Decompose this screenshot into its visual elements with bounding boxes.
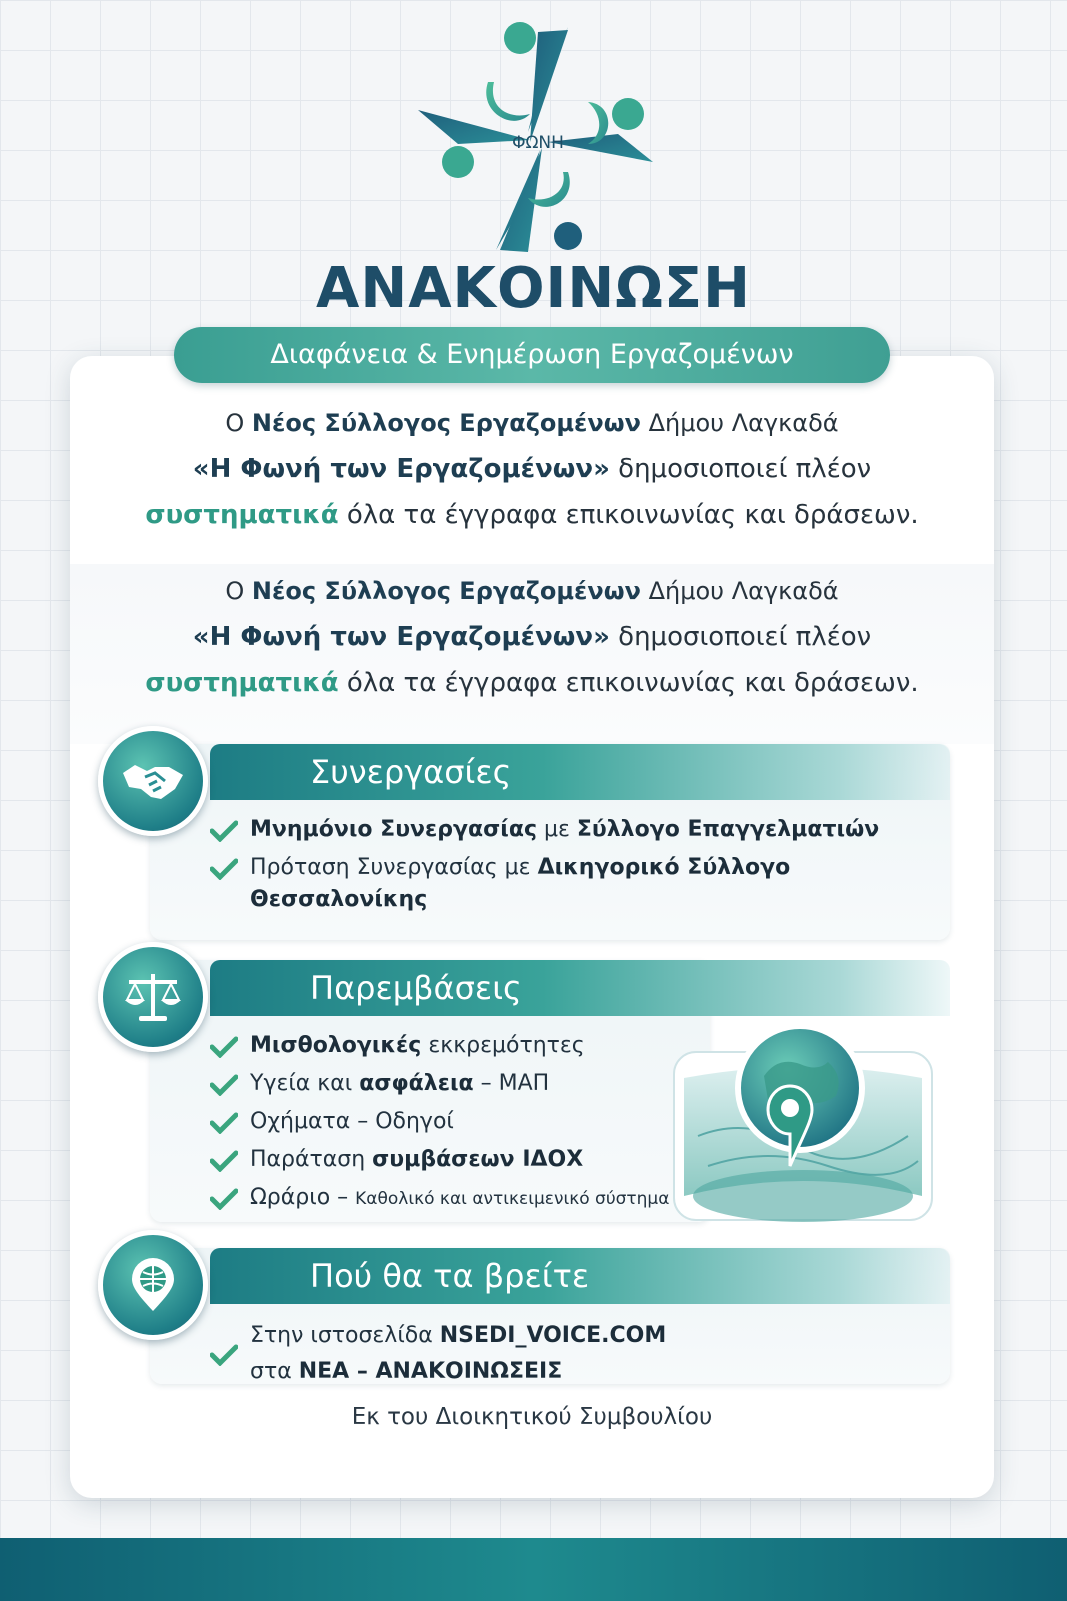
scales-icon xyxy=(98,942,208,1052)
union-logo xyxy=(418,22,658,258)
check-icon xyxy=(210,1150,238,1172)
announcement-card xyxy=(70,356,994,1498)
check-icon xyxy=(210,858,238,880)
bottom-bar xyxy=(0,1538,1067,1601)
subtitle-banner: Διαφάνεια & Ενημέρωση Εργαζομένων xyxy=(174,327,890,383)
logo-text: ΦΩΝΗ xyxy=(512,133,564,153)
check-icon xyxy=(210,1036,238,1058)
check-icon xyxy=(210,1112,238,1134)
list-item: Ωράριο – Καθολικό και αντικειμενικό σύστημα xyxy=(210,1182,690,1215)
section-interventions xyxy=(150,960,710,1222)
list-item: Υγεία και ασφάλεια – ΜΑΠ xyxy=(210,1068,690,1100)
check-icon xyxy=(210,820,238,842)
intro-paragraph-repeat: Ο Νέος Σύλλογος Εργαζομένων Δήμου Λαγκαδά «Η Φωνή των Εργαζομένων» δημοσιοποιεί πλέον συστηματικά όλα τα έγγραφα επικοινωνίας και δράσεων. xyxy=(70,564,994,744)
list-item: Μνημόνιο Συνεργασίας με Σύλλογο Επαγγελματιών xyxy=(210,814,930,846)
section-title: Πού θα τα βρείτε xyxy=(210,1248,950,1304)
website-link[interactable]: NSEDI_VOICE.COM xyxy=(439,1323,667,1348)
list-item: Μισθολογικές εκκρεμότητες xyxy=(210,1030,690,1062)
list-item: Παράταση συμβάσεων ΙΔΟΧ xyxy=(210,1144,690,1176)
check-icon xyxy=(210,1188,238,1210)
check-icon xyxy=(210,1074,238,1096)
list-item: Πρόταση Συνεργασίας με Δικηγορικό Σύλλογο Θεσσαλονίκης xyxy=(210,852,930,916)
intro-paragraph: Ο Νέος Σύλλογος Εργαζομένων Δήμου Λαγκαδά «Η Φωνή των Εργαζομένων» δημοσιοποιεί πλέον συστηματικά όλα τα έγγραφα επικοινωνίας και δράσεων. xyxy=(145,409,919,530)
check-icon xyxy=(210,1344,238,1366)
list-item: Οχήματα – Οδηγοί xyxy=(210,1106,690,1138)
handshake-icon xyxy=(98,726,208,836)
section-where xyxy=(150,1248,950,1384)
globe-pin-icon xyxy=(98,1230,208,1340)
section-cooperation xyxy=(150,744,950,940)
signature: Εκ του Διοικητικού Συμβουλίου xyxy=(351,1404,713,1430)
list-item: Στην ιστοσελίδα NSEDI_VOICE.COM στα ΝΕΑ – ΑΝΑΚΟΙΝΩΣΕΙΣ xyxy=(210,1318,930,1390)
section-title: Συνεργασίες xyxy=(210,744,950,800)
section-title: Παρεμβάσεις xyxy=(210,960,950,1016)
globe-map-illustration xyxy=(668,1016,938,1226)
page-title: ΑΝΑΚΟΙΝΩΣΗ xyxy=(316,256,751,321)
